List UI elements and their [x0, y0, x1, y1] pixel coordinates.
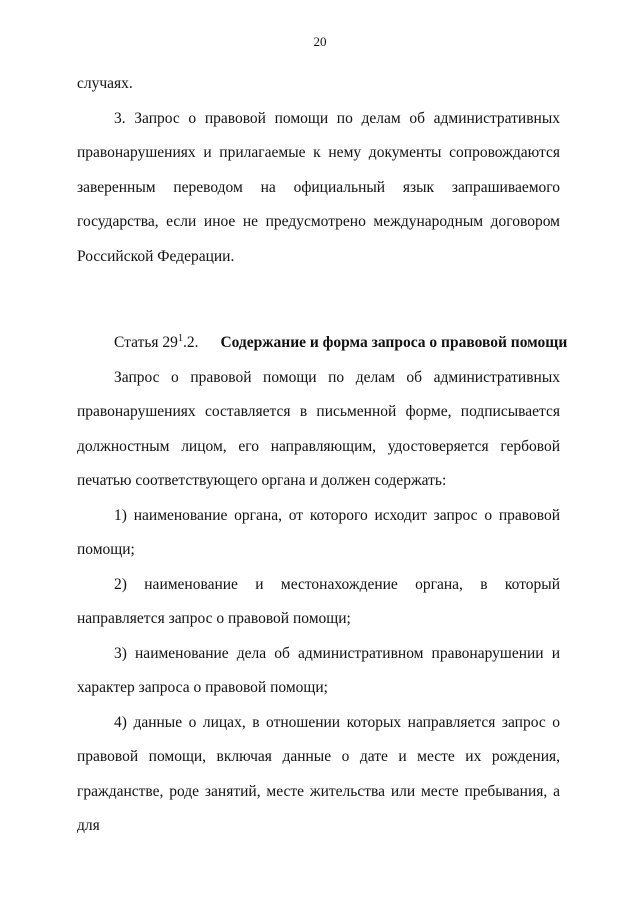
article-heading: [77, 326, 568, 361]
list-item: [77, 637, 560, 706]
page-number: 20: [313, 34, 327, 49]
list-item-number: 2): [114, 575, 127, 593]
list-item-number: 3): [114, 644, 127, 662]
list-item-text: наименование и местонахождение органа, в который направляется запрос о правовой помощи;: [77, 575, 560, 627]
list-item-number: 4): [114, 713, 127, 731]
article-intro: Запрос о правовой помощи по делам об административных правонарушениях составляется в письменной форме, подписывается должностным лицом, его направляющим, удостоверяется гербовой печатью соответствующего органа и должен содержать:: [77, 368, 560, 489]
list-item-text: наименование органа, от которого исходит запрос о правовой помощи;: [77, 506, 560, 558]
list-item-text: наименование дела об административном правонарушении и характер запроса о правовой помощи;: [77, 644, 560, 696]
article-number: Статья $29^1.2$.: [114, 333, 199, 351]
list-item: [77, 568, 560, 637]
document-body: [77, 67, 568, 844]
article-title: Содержание и форма запроса о правовой помощи: [220, 334, 568, 351]
list-item-text: данные о лицах, в отношении которых направляется запрос о правовой помощи, включая данные о дате и месте их рождения, гражданстве, роде занятий, месте жительства или месте пребывания, а для: [77, 713, 561, 834]
paragraph-continuation: случаях.: [77, 75, 133, 92]
list-item-number: 1): [114, 506, 127, 524]
paragraph-point-3: 3. Запрос о правовой помощи по делам об административных правонарушениях и прилагаемые к нему документы сопровождаются заверенным переводом на официальный язык запрашиваемого государства, если иное не предусмотрено международным договором Российской Федерации.: [77, 109, 560, 265]
list-item: [77, 706, 560, 844]
list-item: [77, 499, 560, 568]
